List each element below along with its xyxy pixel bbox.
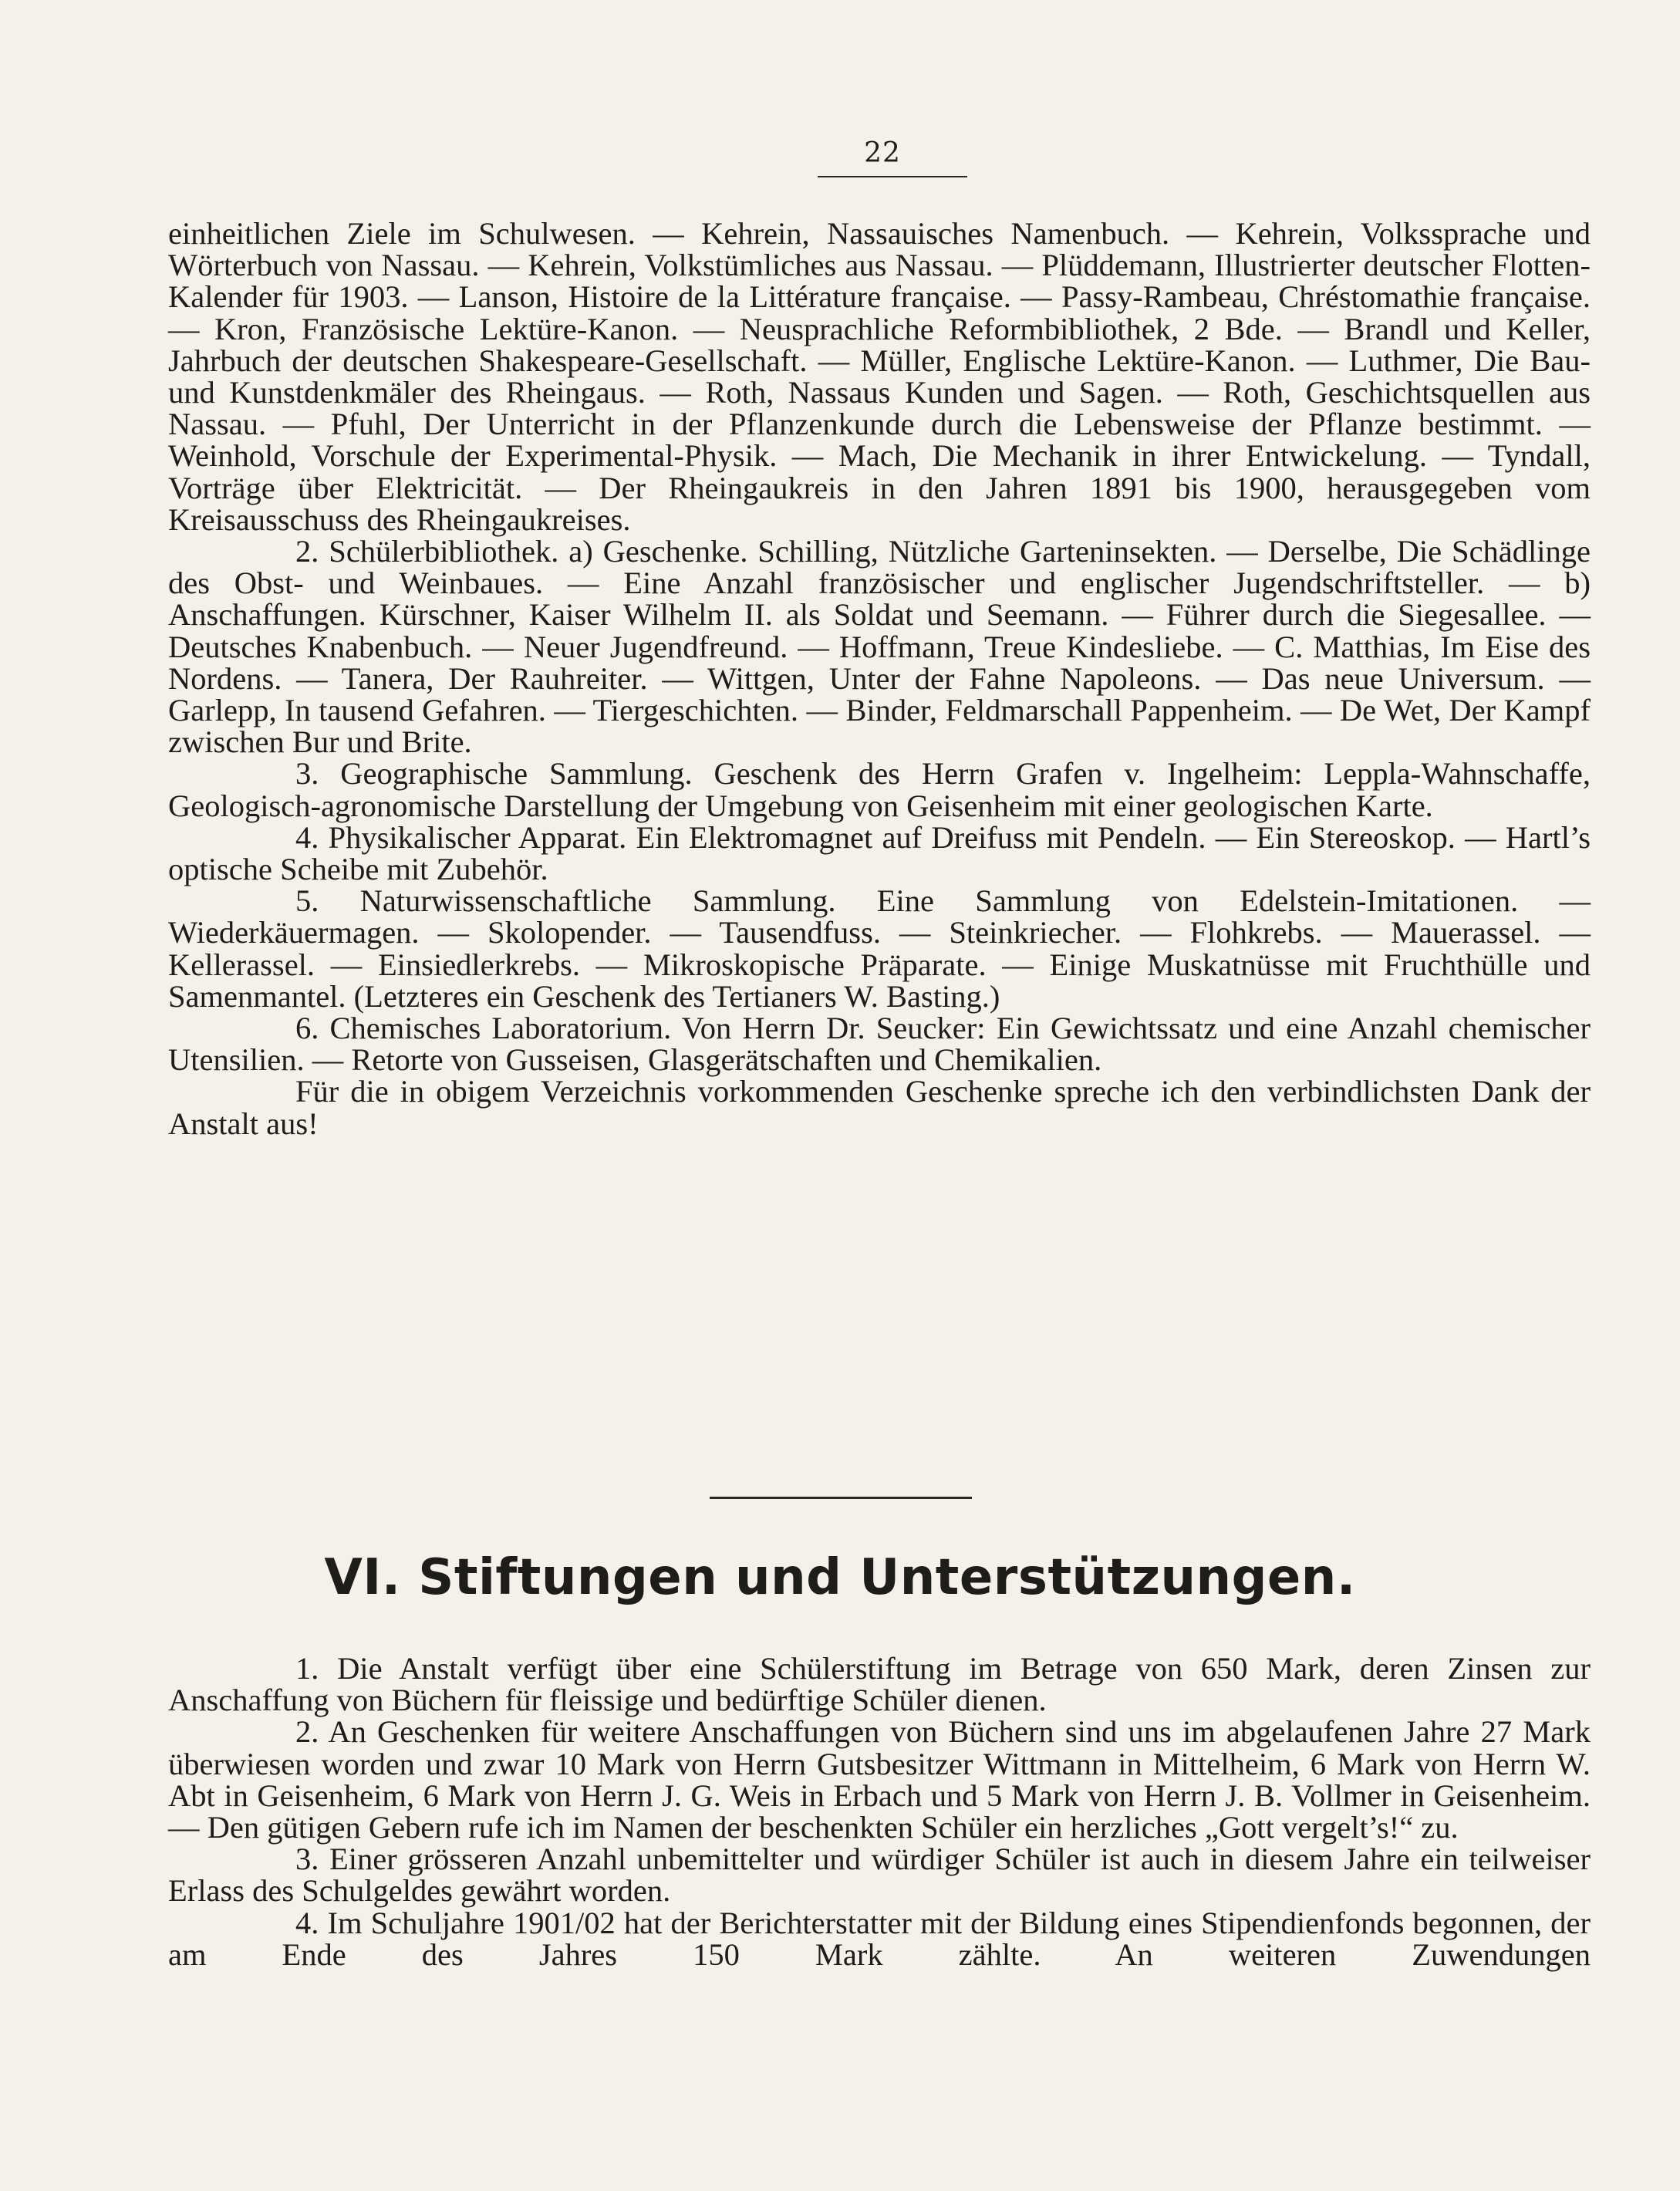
paragraph-tuition-waiver: 3. Einer grösseren Anzahl unbemittelter und würdiger Schüler ist auch in diesem Jahre ein teilweiser Erlass des Schulgeldes gewährt worden.	[168, 1842, 1591, 1909]
section-divider	[710, 1497, 972, 1499]
paragraph-thanks: Für die in obigem Verzeichnis vorkommenden Geschenke spreche ich den verbindlichsten Dank der Anstalt aus!	[168, 1074, 1591, 1141]
paragraph-student-foundation: 1. Die Anstalt verfügt über eine Schülerstiftung im Betrage von 650 Mark, deren Zinsen zur Anschaffung von Büchern für fleissige und bedürftige Schüler dienen.	[168, 1651, 1591, 1718]
page-number: 22	[864, 137, 901, 169]
paragraph-geographic-collection: 3. Geographische Sammlung. Geschenk des Herrn Grafen v. Ingelheim: Leppla-Wahnschaffe, Geologisch-agronomische Darstellung der Umgebung von Geisenheim mit einer geologischen Karte.	[168, 756, 1591, 823]
paragraph-physics-apparatus: 4. Physikalischer Apparat. Ein Elektromagnet auf Dreifuss mit Pendeln. — Ein Stereoskop. — Hartl’s optische Scheibe mit Zubehör.	[168, 819, 1591, 887]
paragraph-scholarship-fund: 4. Im Schuljahre 1901/02 hat der Berichterstatter mit der Bildung eines Stipendienfonds begonnen, der am Ende des Jahres 150 Mark zählte. An weiteren Zuwendungen	[168, 1905, 1591, 1972]
library-acquisitions-section	[168, 218, 1591, 1139]
section-heading: VI. Stiftungen und Unterstützungen.	[324, 1549, 1356, 1606]
page-number-rule	[818, 176, 967, 177]
paragraph-chemistry-lab: 6. Chemisches Laboratorium. Von Herrn Dr. Seucker: Ein Gewichtssatz und eine Anzahl chemischer Utensilien. — Retorte von Gusseisen, Glasgerätschaften und Chemikalien.	[168, 1011, 1591, 1078]
foundations-section	[168, 1653, 1591, 1970]
paragraph-natural-science-collection: 5. Naturwissenschaftliche Sammlung. Eine Sammlung von Edelstein-Imitationen. — Wiederkäuermagen. — Skolopender. — Tausendfuss. — Steinkriecher. — Flohkrebs. — Mauerassel. — Kellerassel. — Einsiedlerkrebs. — Mikroskopische Präparate. — Einige Muskatnüsse mit Fruchthülle und Samenmantel. (Letzteres ein Geschenk des Tertianers W. Basting.)	[168, 883, 1591, 1014]
paragraph-teacher-library-continued: einheitlichen Ziele im Schulwesen. — Kehrein, Nassauisches Namenbuch. — Kehrein, Volkssprache und Wörterbuch von Nassau. — Kehrein, Volkstümliches aus Nassau. — Plüddemann, Illustrierter deutscher Flotten-Kalender für 1903. — Lanson, Histoire de la Littérature française. — Passy-Rambeau, Chréstomathie française. — Kron, Französische Lektüre-Kanon. — Neusprachliche Reformbibliothek, 2 Bde. — Brandl und Keller, Jahrbuch der deutschen Shakespeare-Gesellschaft. — Müller, Englische Lektüre-Kanon. — Luthmer, Die Bau- und Kunstdenkmäler des Rheingaus. — Roth, Nassaus Kunden und Sagen. — Roth, Geschichtsquellen aus Nassau. — Pfuhl, Der Unterricht in der Pflanzenkunde durch die Lebensweise der Pflanze bestimmt. — Weinhold, Vorschule der Experimental-Physik. — Mach, Die Mechanik in ihrer Entwickelung. — Tyndall, Vorträge über Elektricität. — Der Rheingaukreis in den Jahren 1891 bis 1900, herausgegeben vom Kreisausschuss des Rheingaukreises.	[168, 216, 1591, 537]
paragraph-student-library: 2. Schülerbibliothek. a) Geschenke. Schilling, Nützliche Garteninsekten. — Derselbe, Die Schädlinge des Obst- und Weinbaues. — Eine Anzahl französischer und englischer Jugendschriftsteller. — b) Anschaffungen. Kürschner, Kaiser Wilhelm II. als Soldat und Seemann. — Führer durch die Siegesallee. — Deutsches Knabenbuch. — Neuer Jugendfreund. — Hoffmann, Treue Kindesliebe. — C. Matthias, Im Eise des Nordens. — Tanera, Der Rauhreiter. — Wittgen, Unter der Fahne Napoleons. — Das neue Universum. — Garlepp, In tausend Gefahren. — Tiergeschichten. — Binder, Feldmarschall Pappenheim. — De Wet, Der Kampf zwischen Bur und Brite.	[168, 534, 1591, 760]
paragraph-book-donations: 2. An Geschenken für weitere Anschaffungen von Büchern sind uns im abgelaufenen Jahre 27 Mark überwiesen worden und zwar 10 Mark von Herrn Gutsbesitzer Wittmann in Mittelheim, 6 Mark von Herrn W. Abt in Geisenheim, 6 Mark von Herrn J. G. Weis in Erbach und 5 Mark von Herrn J. B. Vollmer in Geisenheim. — Den gütigen Gebern rufe ich im Namen der beschenkten Schüler ein herzliches „Gott vergelt’s!“ zu.	[168, 1714, 1591, 1845]
